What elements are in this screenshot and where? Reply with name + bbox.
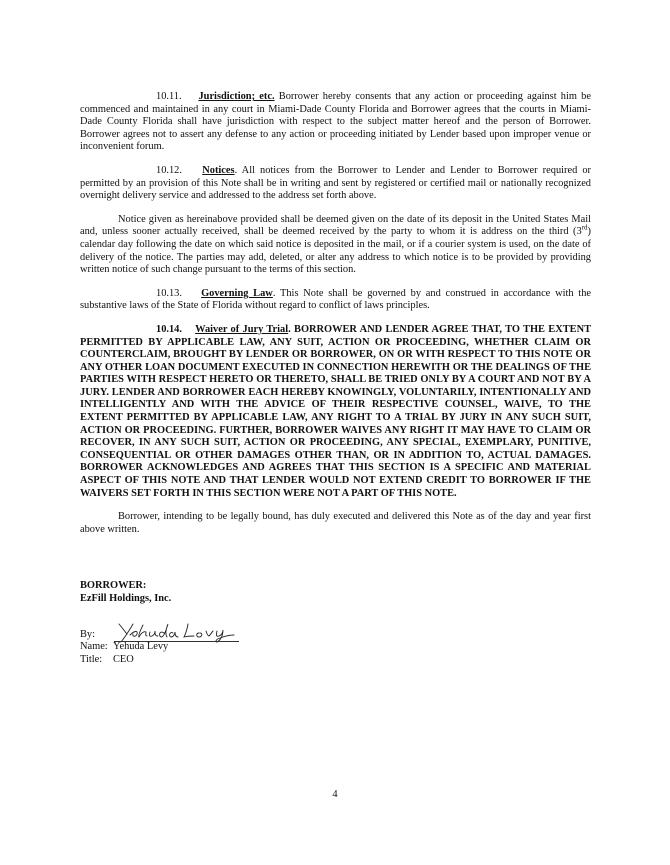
section-number: 10.14. [156,323,182,335]
title-value: CEO [113,653,134,665]
section-number: 10.13. [156,287,182,299]
company-name: EzFill Holdings, Inc. [80,592,172,604]
section-text: . BORROWER AND LENDER AGREE THAT, TO THE EXTENT PERMITTED BY APPLICABLE LAW, ANY SUIT, ACTION OR PROCEEDING, WHETHER CLAIM OR COUNTERCLAIM, BROUGHT BY LENDER OR BORROWER, ON OR WITH RESPECT TO THIS NOTE OR ANY OTHER LOAN DOCUMENT EXECUTED IN CONNECTION HEREWITH OR THE DEALINGS OF THE PARTIES WITH RESPECT HERETO OR THERETO, SHALL BE TRIED ONLY BY A COURT AND NOT BY A JURY. LENDER AND BORROWER EACH HEREBY KNOWINGLY, VOLUNTARILY, INTENTIONALLY AND INTELLIGENTLY AND WITH THE ADVICE OF THEIR RESPECTIVE COUNSEL, WAIVE, TO THE EXTENT PERMITTED BY APPLICABLE LAW, ANY RIGHT TO A TRIAL BY JURY IN ANY SUCH SUIT, ACTION OR PROCEEDING. FURTHER, BORROWER WAIVES ANY RIGHT IT MAY HAVE TO CLAIM OR RECOVER, IN ANY SUCH SUIT, ACTION OR PROCEEDING, ANY SPECIAL, EXEMPLARY, PUNITIVE, CONSEQUENTIAL OR OTHER DAMAGES OTHER THAN, OR IN ADDITION TO, ACTUAL DAMAGES. BORROWER ACKNOWLEDGES AND AGREES THAT THIS SECTION IS A SPECIFIC AND MATERIAL ASPECT OF THIS NOTE AND THAT LENDER WOULD NOT EXTEND CREDIT TO BORROWER IF THE WAIVERS SET FORTH IN THIS SECTION WERE NOT A PART OF THIS NOTE. [80,323,591,499]
signature-rule [114,641,239,642]
section-heading: Notices [202,164,235,176]
page-number: 4 [332,789,338,800]
title-row [80,654,340,667]
signature-line [80,621,340,641]
name-value: Yehuda Levy [113,641,169,653]
name-label: Name: [80,641,108,653]
section-10-14 [80,324,591,500]
signature-text: Yehuda Levy [116,621,122,623]
body-text [80,91,591,547]
section-text: . This Note shall be governed by and construed in accordance with the substantive laws of the State of Florida without regard to conflict of laws principles. [80,287,592,312]
party-label: BORROWER: [80,580,147,591]
section-text: . All notices from the Borrower to Lender and Lender to Borrower required or permitted by an provision of this Note shall be in writing and sent by registered or certified mail or nationally recognized overnight delivery service and addressed to the address set forth above. [80,164,592,202]
section-number: 10.11. [156,91,182,102]
handwritten-signature [116,621,266,643]
notice-text-a: Notice given as hereinabove provided shall be deemed given on the date of its deposit in the United States Mail and, unless sooner actually received, shall be deemed received by the party to whom it is address on the third (3 [80,213,591,238]
by-label: By: [80,629,96,641]
section-text: Borrower hereby consents that any action or proceeding against him be commenced and maintained in any court in Miami-Dade County Florida and Borrower agrees that the courts in Miami-Dade County Florida shall have jurisdiction with respect to the subject matter hereof and the person of Borrower. Borrower agrees not to assert any defense to any action or proceeding initiated by Lender based upon improper venue or inconvenient forum. [80,91,591,153]
closing-paragraph: Borrower, intending to be legally bound, has duly executed and delivered this Note as of the day and year first above written. [80,511,591,535]
section-10-11 [80,91,591,154]
notice-superscript: rd [581,223,588,232]
section-heading: Waiver of Jury Trial [195,323,289,335]
section-heading: Governing Law [201,287,273,299]
notice-paragraph [80,214,591,277]
title-label: Title: [80,653,103,665]
section-10-13 [80,288,591,313]
section-heading: Jurisdiction; etc. [198,91,275,102]
section-10-12 [80,165,591,203]
signature-block [80,580,340,666]
notice-text-b: ) calendar day following the date on which said notice is deposited in the mail, or if a courier system is used, on the date of delivery of the notice. The parties may add, deleted, or alter any address to which notice is to be provided by providing written notice of such change pursuant to the terms of this section. [80,226,591,276]
section-number: 10.12. [156,164,182,176]
